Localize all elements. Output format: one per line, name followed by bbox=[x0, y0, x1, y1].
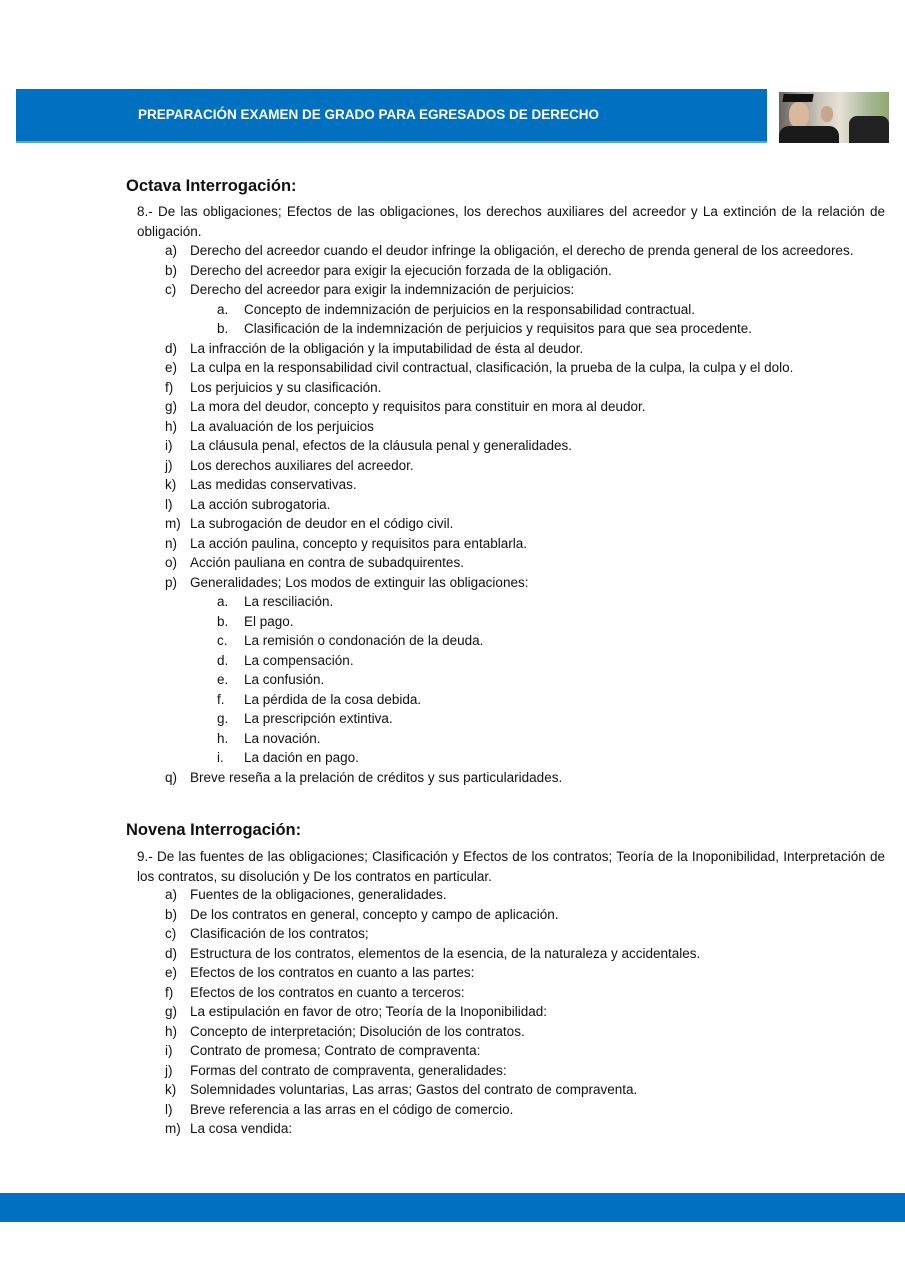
list-marker: o) bbox=[165, 555, 178, 570]
list-item-text: La pérdida de la cosa debida. bbox=[244, 691, 422, 707]
list-item-text: Formas del contrato de compraventa, generalidades: bbox=[190, 1062, 507, 1078]
list-item-text: Breve reseña a la prelación de créditos y sus particularidades. bbox=[190, 769, 563, 785]
sub-list-item bbox=[0, 592, 885, 612]
list-item-text: Los derechos auxiliares del acreedor. bbox=[190, 457, 414, 473]
list-marker: g) bbox=[165, 399, 178, 414]
list-item-text: La resciliación. bbox=[244, 594, 334, 609]
list-item bbox=[0, 1061, 885, 1081]
list-item bbox=[0, 924, 885, 944]
list-item-text: Breve referencia a las arras en el código de comercio. bbox=[190, 1101, 514, 1117]
list-marker: k) bbox=[165, 477, 177, 492]
list-marker: h. bbox=[217, 730, 229, 746]
list-item-text: Concepto de interpretación; Disolución de los contratos. bbox=[190, 1023, 525, 1039]
sub-list-item bbox=[0, 651, 885, 671]
list-marker: m) bbox=[165, 516, 181, 531]
list-marker: f) bbox=[165, 379, 174, 395]
list-item bbox=[0, 280, 885, 300]
list-item bbox=[0, 905, 885, 925]
list-item bbox=[0, 1080, 885, 1100]
list-item bbox=[0, 1041, 885, 1061]
list-item-text: La estipulación en favor de otro; Teoría de la Inoponibilidad: bbox=[190, 1004, 547, 1019]
list-marker: n) bbox=[165, 535, 178, 551]
list-item bbox=[0, 1022, 885, 1042]
section-list bbox=[0, 885, 905, 1139]
list-item bbox=[0, 534, 885, 554]
list-item-text: Efectos de los contratos en cuanto a las partes: bbox=[190, 965, 475, 980]
list-item bbox=[0, 1119, 885, 1139]
list-marker: d) bbox=[165, 945, 178, 961]
list-item-text: Contrato de promesa; Contrato de compraventa: bbox=[190, 1043, 481, 1058]
header-bar bbox=[16, 89, 767, 143]
list-marker: h) bbox=[165, 1023, 178, 1039]
list-marker: i) bbox=[165, 438, 173, 453]
list-item bbox=[0, 963, 885, 983]
list-item bbox=[0, 768, 885, 788]
list-item bbox=[0, 378, 885, 398]
sub-list-item bbox=[0, 709, 885, 729]
list-item-text: La cosa vendida: bbox=[190, 1121, 293, 1136]
list-marker: g) bbox=[165, 1004, 178, 1019]
list-marker: k) bbox=[165, 1082, 177, 1097]
list-marker: b) bbox=[165, 906, 178, 922]
list-item-text: El pago. bbox=[244, 613, 294, 629]
sub-list-item bbox=[0, 631, 885, 651]
graduates-photo bbox=[779, 92, 889, 143]
list-item bbox=[0, 495, 885, 515]
list-marker: f. bbox=[217, 691, 225, 707]
list-item bbox=[0, 358, 885, 378]
list-marker: i. bbox=[217, 750, 224, 765]
list-item-text: Clasificación de la indemnización de perjuicios y requisitos para que sea procedente. bbox=[244, 321, 753, 336]
list-marker: b. bbox=[217, 321, 229, 336]
header-title: PREPARACIÓN EXAMEN DE GRADO PARA EGRESADOS DE DERECHO bbox=[138, 107, 600, 122]
list-marker: m) bbox=[165, 1121, 181, 1136]
list-item bbox=[0, 261, 885, 281]
list-marker: j) bbox=[165, 1062, 173, 1078]
list-item-text: La acción paulina, concepto y requisitos para entablarla. bbox=[190, 535, 527, 551]
list-marker: d) bbox=[165, 340, 178, 356]
list-item-text: La dación en pago. bbox=[244, 750, 359, 765]
list-marker: p) bbox=[165, 574, 178, 590]
list-item-text: Efectos de los contratos en cuanto a terceros: bbox=[190, 984, 465, 1000]
list-item bbox=[0, 241, 885, 261]
list-item bbox=[0, 944, 885, 964]
list-item-text: La compensación. bbox=[244, 652, 354, 668]
list-item-text: Derecho del acreedor para exigir la indemnización de perjuicios: bbox=[190, 282, 575, 297]
sub-list-item bbox=[0, 690, 885, 710]
list-item-text: Acción pauliana en contra de subadquirentes. bbox=[190, 555, 464, 570]
list-item bbox=[0, 475, 885, 495]
list-item-text: La cláusula penal, efectos de la cláusula penal y generalidades. bbox=[190, 438, 573, 453]
list-item bbox=[0, 1002, 885, 1022]
list-marker: e) bbox=[165, 965, 178, 980]
list-item bbox=[0, 514, 885, 534]
list-marker: q) bbox=[165, 769, 178, 785]
list-marker: d. bbox=[217, 652, 229, 668]
section-heading: Novena Interrogación: bbox=[126, 821, 302, 839]
list-item bbox=[0, 885, 885, 905]
sub-list-item bbox=[0, 670, 885, 690]
list-marker: h) bbox=[165, 418, 178, 434]
list-item-text: Concepto de indemnización de perjuicios en la responsabilidad contractual. bbox=[244, 301, 696, 317]
list-item-text: Solemnidades voluntarias, Las arras; Gastos del contrato de compraventa. bbox=[190, 1082, 638, 1097]
list-marker: c) bbox=[165, 926, 177, 941]
list-item-text: La novación. bbox=[244, 730, 321, 746]
list-item-text: Derecho del acreedor para exigir la ejecución forzada de la obligación. bbox=[190, 262, 612, 278]
list-marker: i) bbox=[165, 1043, 173, 1058]
section-intro: 9.- De las fuentes de las obligaciones; Clasificación y Efectos de los contratos; Teoría de la Inoponibilidad, Interpretación de los contratos, su disolución y De los contratos en particular. bbox=[137, 849, 885, 884]
list-item bbox=[0, 339, 885, 359]
sub-list-item bbox=[0, 612, 885, 632]
section-list bbox=[0, 241, 905, 787]
list-item bbox=[0, 1100, 885, 1120]
list-marker: a. bbox=[217, 301, 229, 317]
sub-list-item bbox=[0, 748, 885, 768]
list-item bbox=[0, 436, 885, 456]
list-marker: c) bbox=[165, 282, 177, 297]
list-marker: e. bbox=[217, 672, 229, 687]
list-marker: a) bbox=[165, 887, 178, 902]
list-item-text: Las medidas conservativas. bbox=[190, 477, 357, 492]
section-intro: 8.- De las obligaciones; Efectos de las obligaciones, los derechos auxiliares del acreedor y La extinción de la relación de obligación. bbox=[137, 204, 885, 239]
list-item bbox=[0, 397, 885, 417]
list-marker: b. bbox=[217, 613, 229, 629]
list-item bbox=[0, 573, 885, 593]
list-item-text: Derecho del acreedor cuando el deudor infringe la obligación, el derecho de prenda general de los acreedores. bbox=[190, 243, 854, 258]
list-marker: a. bbox=[217, 594, 229, 609]
list-marker: a) bbox=[165, 243, 178, 258]
list-marker: c. bbox=[217, 633, 228, 648]
sub-list-item bbox=[0, 319, 885, 339]
list-item-text: La acción subrogatoria. bbox=[190, 496, 331, 512]
list-marker: f) bbox=[165, 984, 174, 1000]
list-item-text: Estructura de los contratos, elementos de la esencia, de la naturaleza y accidentales. bbox=[190, 945, 701, 961]
list-item-text: Generalidades; Los modos de extinguir las obligaciones: bbox=[190, 574, 529, 590]
list-item-text: De los contratos en general, concepto y campo de aplicación. bbox=[190, 906, 559, 922]
list-item-text: La subrogación de deudor en el código civil. bbox=[190, 516, 454, 531]
section-heading: Octava Interrogación: bbox=[126, 177, 297, 195]
list-item-text: Fuentes de la obligaciones, generalidades. bbox=[190, 887, 447, 902]
sub-list-item bbox=[0, 300, 885, 320]
list-item-text: La mora del deudor, concepto y requisitos para constituir en mora al deudor. bbox=[190, 399, 646, 414]
list-item-text: Los perjuicios y su clasificación. bbox=[190, 379, 382, 395]
list-item-text: La avaluación de los perjuicios bbox=[190, 418, 374, 434]
list-item-text: La remisión o condonación de la deuda. bbox=[244, 633, 484, 648]
list-item bbox=[0, 417, 885, 437]
list-marker: g. bbox=[217, 711, 229, 726]
footer-bar bbox=[0, 1193, 905, 1222]
list-item-text: La confusión. bbox=[244, 672, 325, 687]
list-marker: e) bbox=[165, 360, 178, 375]
sub-list-item bbox=[0, 729, 885, 749]
list-item-text: La prescripción extintiva. bbox=[244, 711, 393, 726]
list-marker: b) bbox=[165, 262, 178, 278]
list-marker: l) bbox=[165, 496, 173, 512]
list-item bbox=[0, 456, 885, 476]
list-item-text: La infracción de la obligación y la imputabilidad de ésta al deudor. bbox=[190, 340, 584, 356]
list-item-text: La culpa en la responsabilidad civil contractual, clasificación, la prueba de la culpa, la culpa y el dolo. bbox=[190, 360, 794, 375]
list-item bbox=[0, 553, 885, 573]
list-marker: l) bbox=[165, 1101, 173, 1117]
list-item bbox=[0, 983, 885, 1003]
list-item-text: Clasificación de los contratos; bbox=[190, 926, 369, 941]
list-marker: j) bbox=[165, 457, 173, 473]
